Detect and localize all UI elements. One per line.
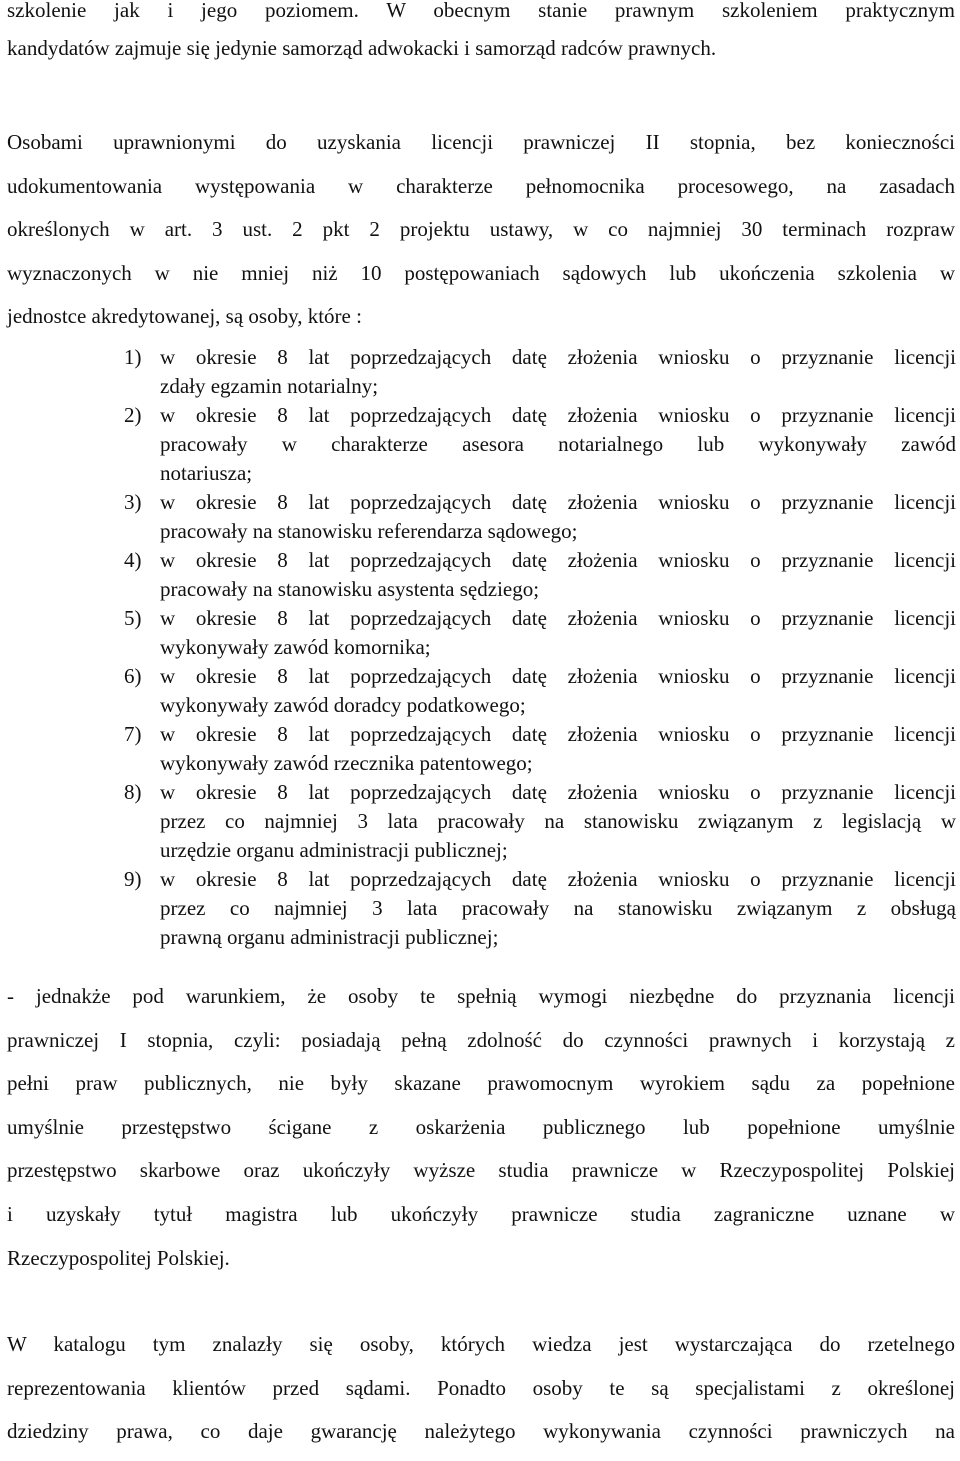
list-line: w okresie 8 lat poprzedzających datę złożenia wniosku o przyznanie licencji [160, 345, 956, 369]
paragraph-line: dziedziny prawa, co daje gwarancję należytego wykonywania czynności prawniczych na [7, 1419, 955, 1444]
list-line: przez co najmniej 3 lata pracowały na stanowisku związanym z obsługą [160, 896, 956, 920]
list-item-number: 8) [124, 780, 142, 804]
list-item [124, 401, 956, 488]
list-item-text [160, 343, 956, 401]
paragraph-line: Osobami uprawnionymi do uzyskania licencji prawniczej II stopnia, bez konieczności [7, 130, 955, 154]
list-line: w okresie 8 lat poprzedzających datę złożenia wniosku o przyznanie licencji [160, 548, 956, 572]
list-item [124, 343, 956, 401]
list-item-text [160, 778, 956, 865]
list-line: wykonywały zawód rzecznika patentowego; [160, 751, 533, 775]
paragraph-line: pełni praw publicznych, nie były skazane prawomocnym wyrokiem sądu za popełnione [7, 1071, 955, 1096]
list-item [124, 488, 956, 546]
list-item-number: 6) [124, 664, 142, 688]
paragraph-line: i uzyskały tytuł magistra lub ukończyły prawnicze studia zagraniczne uznane w [7, 1201, 955, 1226]
list-item-number: 1) [124, 345, 142, 369]
list-line: pracowały na stanowisku asystenta sędziego; [160, 577, 540, 601]
list-line: pracowały w charakterze asesora notarialnego lub wykonywały zawód [160, 432, 956, 456]
list-item-number: 2) [124, 403, 142, 427]
list-item-number: 5) [124, 606, 142, 630]
list-item-text [160, 865, 956, 952]
list-item-text [160, 401, 956, 488]
paragraph-line: umyślnie przestępstwo ścigane z oskarżenia publicznego lub popełnione umyślnie [7, 1114, 955, 1139]
paragraph-1 [7, 0, 955, 78]
list-line: wykonywały zawód komornika; [160, 635, 431, 659]
list-line: w okresie 8 lat poprzedzających datę złożenia wniosku o przyznanie licencji [160, 780, 956, 804]
list-item-text [160, 662, 956, 720]
paragraph-line: przestępstwo skarbowe oraz ukończyły wyższe studia prawnicze w Rzeczypospolitej Polskiej [7, 1158, 955, 1183]
list-line: pracowały na stanowisku referendarza sądowego; [160, 519, 578, 543]
paragraph-line: W katalogu tym znalazły się osoby, których wiedza jest wystarczająca do rzetelnego [7, 1332, 955, 1356]
paragraph-4 [7, 1330, 955, 1461]
list-item-text [160, 488, 956, 546]
list-item-number: 3) [124, 490, 142, 514]
list-item-text [160, 546, 956, 604]
paragraph-line: szkolenie jak i jego poziomem. W obecnym stanie prawnym szkoleniem praktycznym [7, 0, 955, 22]
list-line: w okresie 8 lat poprzedzających datę złożenia wniosku o przyznanie licencji [160, 490, 956, 514]
list-item [124, 662, 956, 720]
list-line: przez co najmniej 3 lata pracowały na stanowisku związanym z legislacją w [160, 809, 956, 833]
paragraph-line: udokumentowania występowania w charakterze pełnomocnika procesowego, na zasadach [7, 173, 955, 198]
list-item-number: 7) [124, 722, 142, 746]
list-item-number: 4) [124, 548, 142, 572]
list-line: w okresie 8 lat poprzedzających datę złożenia wniosku o przyznanie licencji [160, 403, 956, 427]
list-item [124, 720, 956, 778]
list-item [124, 778, 956, 865]
list-item-text [160, 604, 956, 662]
paragraph-line: wyznaczonych w nie mniej niż 10 postępowaniach sądowych lub ukończenia szkolenia w [7, 260, 955, 285]
paragraph-line: Rzeczypospolitej Polskiej. [7, 1245, 230, 1270]
paragraph-line: reprezentowania klientów przed sądami. Ponadto osoby te są specjalistami z określonej [7, 1375, 955, 1400]
list-line: w okresie 8 lat poprzedzających datę złożenia wniosku o przyznanie licencji [160, 867, 956, 891]
list-line: w okresie 8 lat poprzedzających datę złożenia wniosku o przyznanie licencji [160, 722, 956, 746]
list-item [124, 604, 956, 662]
list-line: zdały egzamin notarialny; [160, 374, 379, 398]
eligibility-list [124, 343, 956, 952]
paragraph-3 [7, 982, 955, 1287]
list-line: notariusza; [160, 461, 253, 485]
paragraph-line: określonych w art. 3 ust. 2 pkt 2 projektu ustawy, w co najmniej 30 terminach rozpraw [7, 217, 955, 242]
list-item-number: 9) [124, 867, 142, 891]
list-line: wykonywały zawód doradcy podatkowego; [160, 693, 526, 717]
list-line: urzędzie organu administracji publicznej; [160, 838, 508, 862]
list-line: prawną organu administracji publicznej; [160, 925, 499, 949]
paragraph-line: prawniczej I stopnia, czyli: posiadają pełną zdolność do czynności prawnych i korzystają z [7, 1027, 955, 1052]
list-item [124, 546, 956, 604]
list-line: w okresie 8 lat poprzedzających datę złożenia wniosku o przyznanie licencji [160, 606, 956, 630]
paragraph-line: - jednakże pod warunkiem, że osoby te spełnią wymogi niezbędne do przyznania licencji [7, 984, 955, 1008]
paragraph-line: kandydatów zajmuje się jedynie samorząd adwokacki i samorząd radców prawnych. [7, 36, 717, 60]
list-line: w okresie 8 lat poprzedzających datę złożenia wniosku o przyznanie licencji [160, 664, 956, 688]
paragraph-line: jednostce akredytowanej, są osoby, które : [7, 304, 362, 329]
paragraph-2 [7, 128, 955, 346]
list-item-text [160, 720, 956, 778]
list-item [124, 865, 956, 952]
